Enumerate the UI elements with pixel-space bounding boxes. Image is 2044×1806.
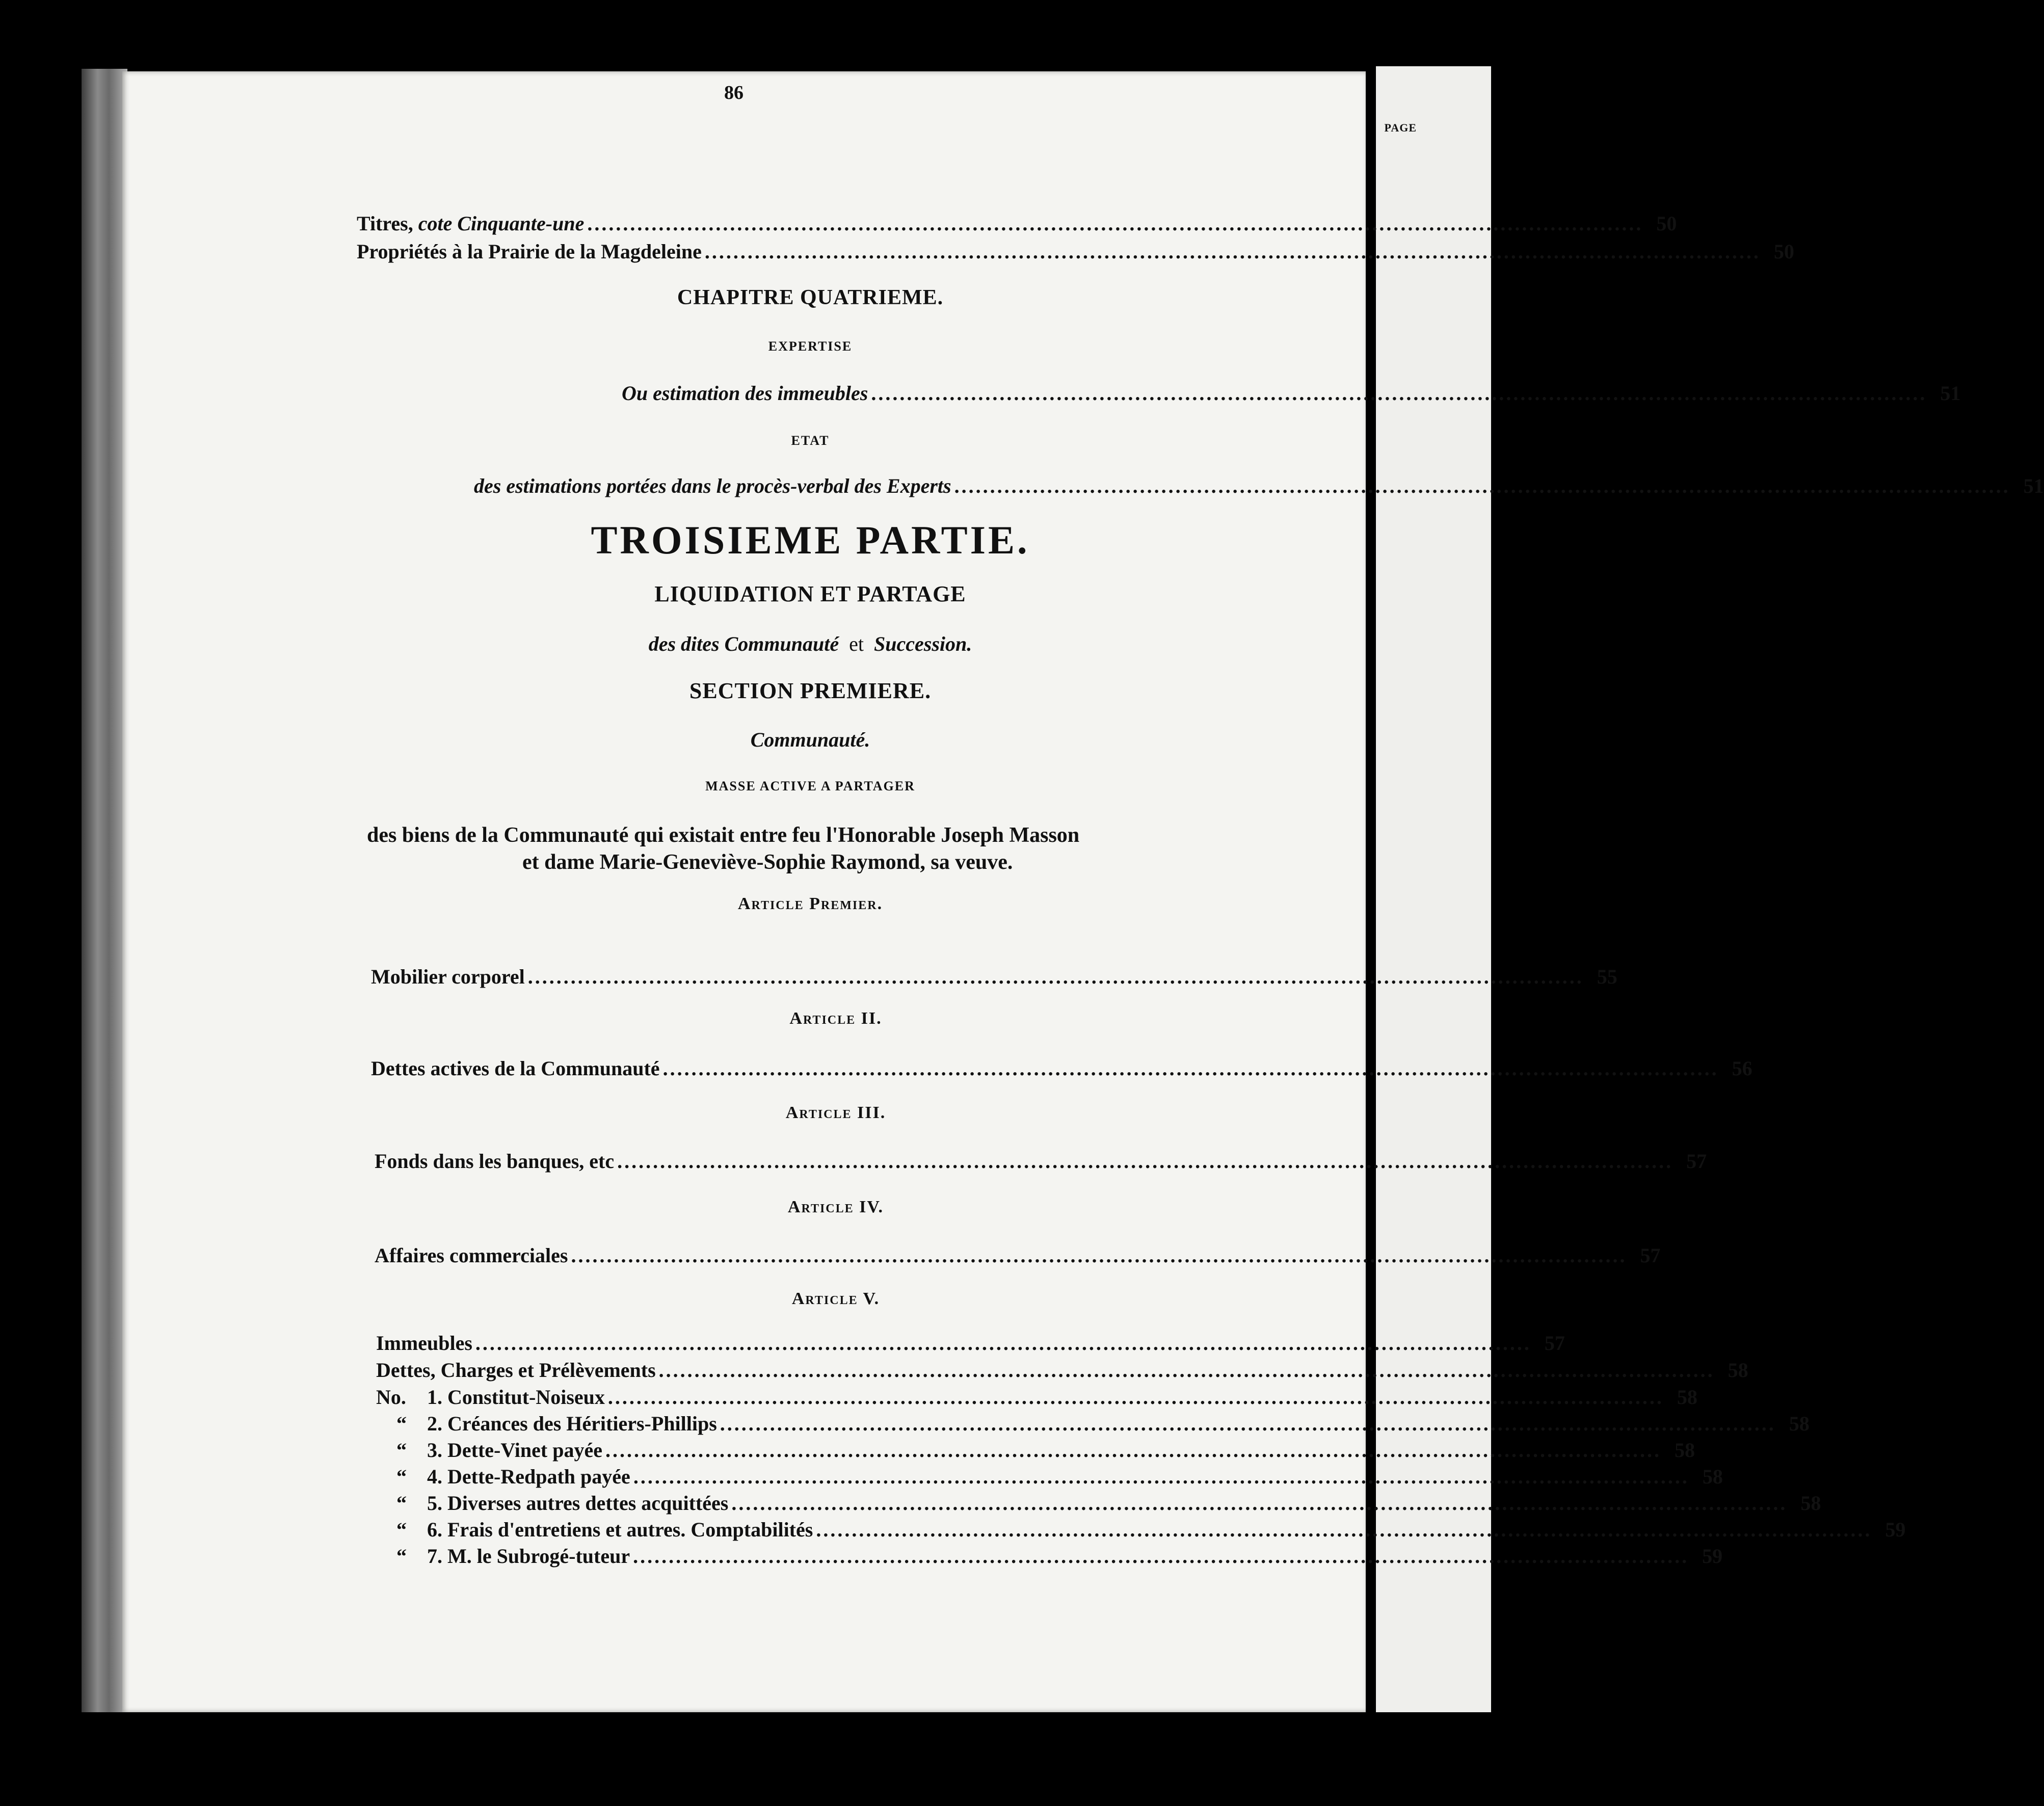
intro-line-1: des biens de la Communauté qui existait entre feu l'Honorable Joseph Masson — [367, 824, 1080, 847]
toc-entry-proprietes — [357, 240, 1794, 263]
toc-entry-item-5 — [376, 1491, 1821, 1515]
toc-entry-page: 51 — [2023, 474, 2044, 497]
part-title: TROISIEME PARTIE. — [591, 518, 1030, 562]
leader-dots: .................................................................................................................................................... — [605, 1439, 1661, 1462]
toc-entry-page: 58 — [1800, 1492, 1821, 1515]
toc-entry-page: 58 — [1677, 1386, 1697, 1409]
toc-entry-label: Fonds dans les banques, etc — [375, 1150, 615, 1173]
toc-entry-item-7 — [376, 1544, 1723, 1568]
page-number: 86 — [724, 82, 744, 103]
leader-dots: .................................................................................................................................................... — [617, 1150, 1674, 1173]
article-3-heading: Article III. — [785, 1103, 886, 1122]
leader-dots: .................................................................................................................................................... — [527, 965, 1584, 988]
toc-entry-page: 51 — [1940, 382, 1961, 405]
toc-entry-label: des estimations portées dans le procès-verbal des Experts — [474, 474, 951, 497]
toc-entry-page: 55 — [1597, 965, 1617, 988]
toc-entry-fonds — [375, 1149, 1707, 1173]
toc-entry-label: “ 4. Dette-Redpath payée — [396, 1465, 630, 1488]
section-subtitle: Communauté. — [750, 728, 870, 751]
toc-entry-label: Immeubles — [376, 1332, 472, 1354]
toc-entry-label: Affaires commerciales — [375, 1244, 568, 1267]
toc-entry-page: 57 — [1686, 1150, 1707, 1173]
section-title: SECTION PREMIERE. — [689, 678, 932, 703]
leader-dots: .................................................................................................................................................... — [731, 1492, 1788, 1515]
toc-entry-label: Ou estimation des immeubles — [622, 382, 868, 405]
toc-entry-item-4 — [376, 1465, 1723, 1489]
toc-entry-immeubles — [376, 1331, 1565, 1355]
toc-entry-page: 58 — [1789, 1412, 1810, 1435]
toc-entry-dettes-charges — [376, 1358, 1748, 1382]
toc-entry-mobilier — [371, 965, 1617, 989]
leader-dots: .................................................................................................................................................... — [475, 1332, 1531, 1354]
toc-entry-label: “ 5. Diverses autres dettes acquittées — [396, 1492, 729, 1515]
toc-entry-page: 59 — [1702, 1545, 1723, 1568]
toc-entry-dettes-actives — [371, 1056, 1753, 1080]
part-subtitle: LIQUIDATION ET PARTAGE — [654, 581, 966, 606]
leader-dots: .................................................................................................................................................... — [871, 382, 1927, 405]
page-column-header: PAGE — [1384, 121, 1417, 134]
leader-dots: .................................................................................................................................................... — [662, 1057, 1719, 1080]
leader-dots: .................................................................................................................................................... — [720, 1412, 1776, 1435]
toc-entry-label: “ 2. Créances des Héritiers-Phillips — [396, 1412, 717, 1435]
toc-entry-label: “ 7. M. le Subrogé-tuteur — [396, 1545, 630, 1568]
toc-entry-item-1 — [376, 1385, 1697, 1409]
article-4-heading: Article IV. — [787, 1198, 884, 1216]
toc-entry-label: “ 6. Frais d'entretiens et autres. Comptabilités — [396, 1518, 813, 1541]
toc-entry-page: 58 — [1728, 1359, 1748, 1382]
toc-entry-page: 57 — [1544, 1332, 1565, 1354]
leader-dots: .................................................................................................................................................... — [658, 1359, 1715, 1382]
toc-entry-item-2 — [376, 1412, 1810, 1436]
toc-entry-page: 56 — [1732, 1057, 1753, 1080]
part-subtitle-italic: des dites Communauté et Succession. — [648, 632, 972, 655]
toc-entry-item-3 — [376, 1438, 1695, 1462]
toc-entry-page: 50 — [1656, 212, 1677, 235]
leader-dots: .................................................................................................................................................... — [633, 1545, 1689, 1568]
toc-entry-label: No. 1. Constitut-Noiseux — [376, 1386, 605, 1409]
leader-dots: .................................................................................................................................................... — [587, 212, 1643, 235]
toc-entry-label: “ 3. Dette-Vinet payée — [396, 1439, 602, 1462]
toc-entry-label: Dettes, Charges et Prélèvements — [376, 1359, 656, 1382]
toc-entry-affaires — [375, 1243, 1661, 1267]
toc-entry-titres — [357, 211, 1677, 235]
toc-entry-label: Propriétés à la Prairie de la Magdeleine — [357, 240, 702, 263]
toc-entry-label: Titres, cote Cinquante-une — [357, 212, 585, 235]
intro-line-2: et dame Marie-Geneviève-Sophie Raymond, sa veuve. — [522, 851, 1013, 874]
toc-entry-etat — [474, 474, 2044, 498]
expertise-heading: EXPERTISE — [768, 339, 853, 354]
toc-entry-page: 59 — [1885, 1518, 1906, 1541]
masse-heading: MASSE ACTIVE A PARTAGER — [705, 779, 915, 793]
article-2-heading: Article II. — [789, 1009, 882, 1028]
book-spine-edge — [82, 69, 127, 1712]
leader-dots: .................................................................................................................................................... — [571, 1244, 1627, 1267]
toc-entry-page: 58 — [1702, 1465, 1723, 1488]
toc-entry-estimation — [622, 381, 1961, 405]
leader-dots: .................................................................................................................................................... — [954, 474, 2010, 497]
leader-dots: .................................................................................................................................................... — [607, 1386, 1664, 1409]
toc-entry-item-6 — [376, 1518, 1906, 1542]
toc-entry-label: Dettes actives de la Communauté — [371, 1057, 660, 1080]
toc-entry-page: 50 — [1773, 240, 1794, 263]
article-5-heading: Article V. — [791, 1289, 880, 1308]
toc-entry-label: Mobilier corporel — [371, 965, 525, 988]
toc-entry-page: 57 — [1640, 1244, 1661, 1267]
leader-dots: .................................................................................................................................................... — [816, 1518, 1872, 1541]
article-1-heading: Article Premier. — [737, 894, 883, 913]
chapter-title: CHAPITRE QUATRIEME. — [677, 286, 944, 309]
leader-dots: .................................................................................................................................................... — [704, 240, 1761, 263]
leader-dots: .................................................................................................................................................... — [633, 1465, 1689, 1488]
toc-entry-page: 58 — [1674, 1439, 1695, 1462]
etat-heading: ETAT — [791, 433, 830, 448]
